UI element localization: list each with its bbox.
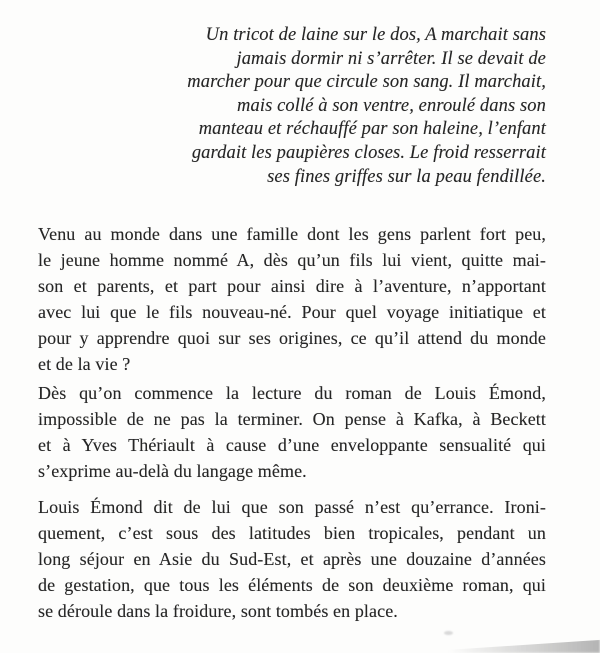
- text-line: impossible de ne pas la terminer. On pense à Kafka, à Beckett: [38, 409, 546, 429]
- body-paragraph-1: [38, 221, 546, 377]
- epigraph-line: mais collé à son ventre, enroulé dans son: [237, 95, 546, 116]
- epigraph-line: Un tricot de laine sur le dos, A marchait sans: [205, 25, 546, 45]
- epigraph-line: manteau et réchauffé par son haleine, l’enfant: [198, 119, 546, 140]
- text-line: Louis Émond dit de lui que son passé n’est qu’errance. Ironi-: [38, 497, 546, 517]
- epigraph-line: gardait les paupières closes. Le froid resserrait: [191, 142, 546, 163]
- text-line: son et parents, et part pour ainsi dire à l’aventure, n’apportant: [38, 276, 546, 296]
- text-line: avec lui que le fils nouveau-né. Pour quel voyage initiatique et: [38, 302, 546, 322]
- text-line: et à Yves Thériault à cause d’une enveloppante sensualité qui: [38, 435, 546, 455]
- text-line: Dès qu’on commence la lecture du roman de Louis Émond,: [38, 383, 546, 403]
- epigraph-line: marcher pour que circule son sang. Il marchait,: [187, 72, 546, 93]
- body-paragraph-3: [38, 494, 546, 624]
- page-curl-shadow: [448, 639, 600, 653]
- epigraph-line: jamais dormir ni s’arrêter. Il se devait de: [236, 48, 546, 69]
- epigraph-quote: [134, 24, 546, 189]
- text-line: le jeune homme nommé A, dès qu’un fils lui vient, quitte mai-: [38, 250, 546, 270]
- text-line: pour y apprendre quoi sur ses origines, ce qu’il attend du monde: [38, 328, 546, 348]
- scan-smudge-artifact: [444, 631, 453, 635]
- epigraph-line: ses fines griffes sur la peau fendillée.: [267, 166, 546, 187]
- text-line: Venu au monde dans une famille dont les gens parlent fort peu,: [38, 224, 546, 244]
- text-line: long séjour en Asie du Sud-Est, et après une douzaine d’années: [38, 549, 546, 569]
- text-line: de gestation, que tous les éléments de son deuxième roman, qui: [38, 575, 546, 595]
- text-line: se déroule dans la froidure, sont tombés en place.: [38, 601, 398, 621]
- text-line: s’exprime au-delà du langage même.: [38, 461, 307, 481]
- body-paragraph-2: [38, 380, 546, 484]
- text-line: et de la vie ?: [38, 354, 131, 374]
- text-line: quement, c’est sous des latitudes bien tropicales, pendant un: [38, 523, 546, 543]
